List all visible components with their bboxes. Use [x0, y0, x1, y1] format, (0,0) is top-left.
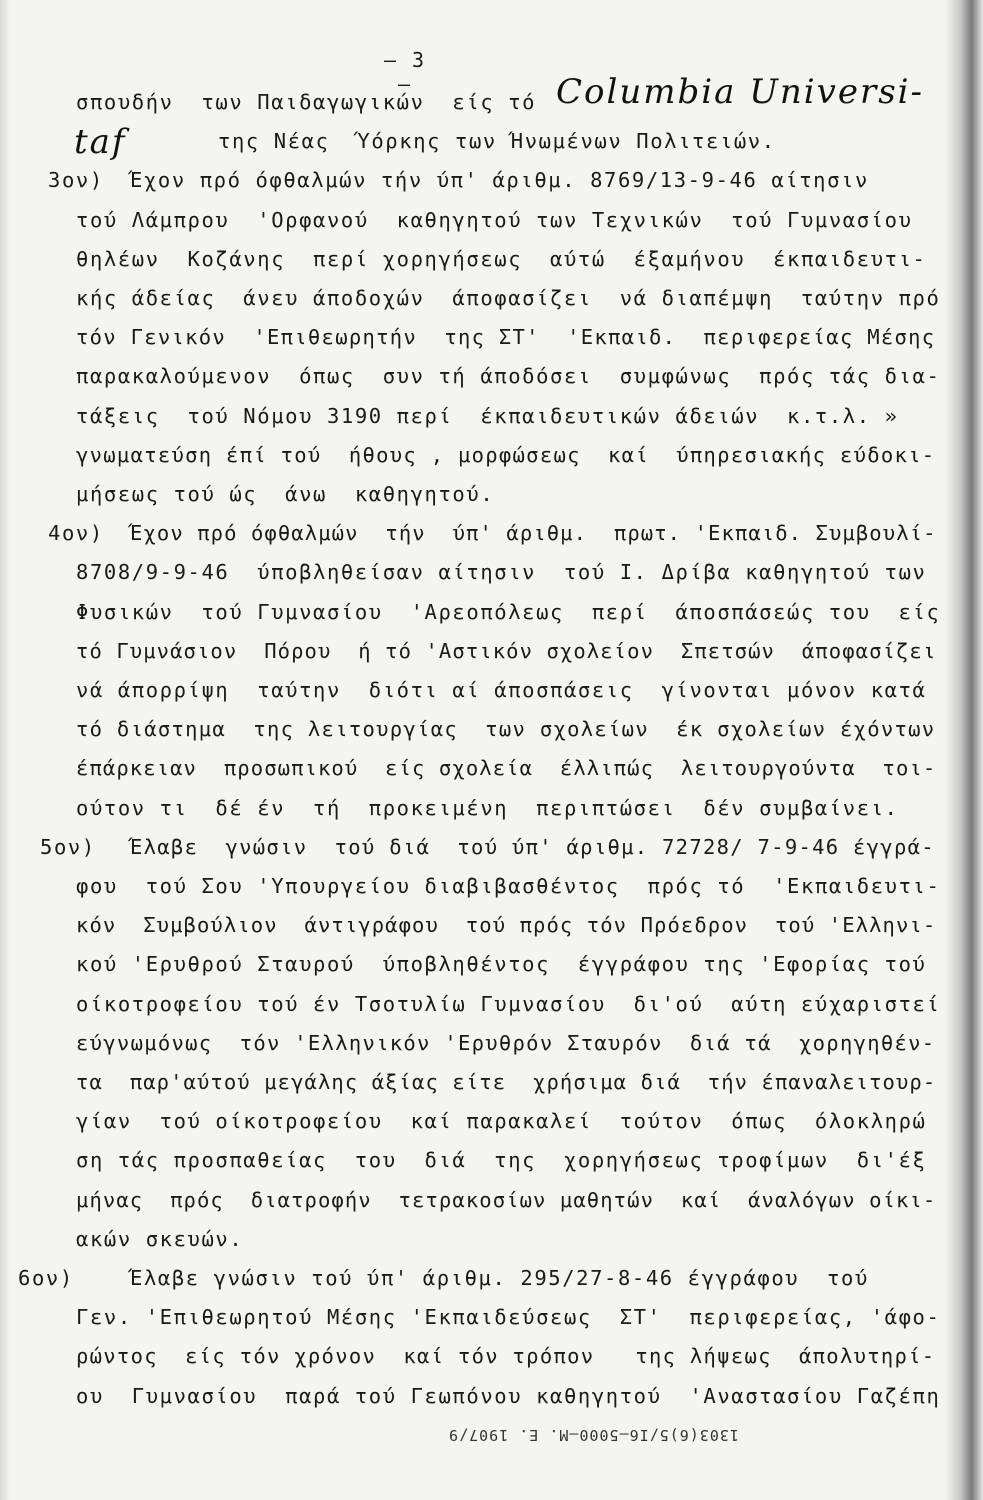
item-number: 6ον): [18, 1266, 74, 1290]
text-line: Έχον πρό όφθαλμών τήν ύπ' άριθμ. 8769/13-9-46 αίτησιν: [130, 168, 869, 193]
text-line: Έλαβε γνώσιν τού ύπ' άριθμ. 295/27-8-46 έγγράφου τού: [130, 1266, 869, 1290]
text-line: οίκοτροφείου τού έν Τσοτυλίω Γυμνασίου δι'ού αύτη εύχαριστεί: [76, 991, 941, 1016]
text-line: 8708/9-9-46 ύποβληθείσαν αίτησιν τού Ι. Δρίβα καθηγητού των: [76, 560, 927, 585]
binding-shadow: [0, 0, 10, 1500]
text-line: γίαν τού οίκοτροφείου καί παρακαλεί τούτον όπως όλοκληρώ: [76, 1109, 927, 1134]
text-line: τα παρ'αύτού μεγάλης άξίας είτε χρήσιμα διά τήν έπαναλειτουρ-: [76, 1070, 937, 1094]
text-line: ου Γυμνασίου παρά τού Γεωπόνου καθηγητού 'Αναστασίου Γαζέπη: [76, 1383, 941, 1408]
text-line: φου τού Σου 'Υπουργείου διαβιβασθέντος πρός τό 'Εκπαιδευτι-: [76, 874, 941, 898]
printer-footer: 1303(6)5/Ι6—5000—Μ. Ε. 1907/9: [448, 1426, 739, 1444]
text-line: τό Γυμνάσιον Πόρου ή τό 'Αστικόν σχολείον Σπετσών άποφασίζει: [76, 638, 937, 663]
text-line: Έλαβε γνώσιν τού διά τού ύπ' άριθμ. 72728/ 7-9-46 έγγρά-: [130, 834, 935, 859]
text-line: τού Λάμπρου 'Ορφανού καθηγητού των Τεχνικών τού Γυμνασίου: [76, 207, 913, 232]
text-line: εύγνωμόνως τόν 'Ελληνικόν 'Ερυθρόν Σταυρόν διά τά χορηγηθέν-: [76, 1030, 936, 1055]
text-line: ούτον τι δέ έν τή προκειμένη περιπτώσει δέν συμβαίνει.: [76, 795, 899, 820]
text-line: νά άπορρίψη ταύτην διότι αί άποσπάσεις γίνονται μόνον κατά: [76, 678, 927, 702]
text-line: κόν Συμβούλιον άντιγράφου τού πρός τόν Πρόεδρον τού 'Ελληνι-: [76, 913, 937, 938]
text-line: ακών σκευών.: [76, 1226, 244, 1251]
text-line: τόν Γενικόν 'Επιθεωρητήν της ΣΤ' 'Εκπαιδ. περιφερείας Μέσης: [76, 325, 936, 350]
text-line: παρακαλούμενον όπως συν τή άποδόσει συμφώνως πρός τάς δια-: [76, 364, 941, 389]
text-line: Φυσικών τού Γυμνασίου 'Αρεοπόλεως περί άποσπάσεώς του είς: [76, 599, 941, 624]
text-line: τάξεις τού Νόμου 3190 περί έκπαιδευτικών άδειών κ.τ.λ. »: [76, 403, 899, 428]
text-line: κής άδείας άνευ άποδοχών άποφασίζει νά διαπέμψη ταύτην πρό: [76, 286, 941, 310]
page-number: — 3 —: [383, 48, 427, 96]
text-line: μήσεως τού ώς άνω καθηγητού.: [76, 482, 495, 506]
text-line: γνωματεύση έπί τού ήθους , μορφώσεως καί ύπηρεσιακής εύδοκι-: [76, 442, 936, 467]
item-number: 5ον): [40, 834, 96, 859]
text-line: Γεν. 'Επιθεωρητού Μέσης 'Εκπαιδεύσεως ΣΤ' περιφερείας, 'άφο-: [76, 1305, 941, 1330]
text-line: σπουδήν των Παιδαγωγικών είς τό: [76, 90, 537, 114]
text-line: Έχον πρό όφθαλμών τήν ύπ' άριθμ. πρωτ. 'Εκπαιδ. Συμβουλί-: [130, 521, 937, 546]
page-edge-shadow: [945, 0, 983, 1500]
item-number: 3ον): [48, 168, 104, 193]
item-number: 4ον): [48, 521, 104, 546]
text-line: μήνας πρός διατροφήν τετρακοσίων μαθητών καί άναλόγων οίκι-: [76, 1187, 937, 1212]
text-line: ρώντος είς τόν χρόνον καί τόν τρόπον της λήψεως άπολυτηρί-: [76, 1344, 936, 1369]
text-line: της Νέας Ύόρκης των Ήνωμένων Πολιτειών.: [218, 129, 776, 154]
text-line: κού 'Ερυθρού Σταυρού ύποβληθέντος έγγράφου της 'Εφορίας τού: [76, 952, 927, 977]
handwritten-note-line-2: taf: [74, 122, 127, 162]
handwritten-note-line-1: Columbia Universi-: [556, 72, 925, 112]
text-line: τό διάστημα της λειτουργίας των σχολείων έκ σχολείων έχόντων: [76, 717, 936, 742]
text-line: ση τάς προσπαθείας του διά της χορηγήσεως τροφίμων δι'έξ: [76, 1148, 927, 1173]
text-line: έπάρκειαν προσωπικού είς σχολεία έλλιπώς λειτουργούντα τοι-: [76, 756, 937, 781]
text-line: θηλέων Κοζάνης περί χορηγήσεως αύτώ έξαμήνου έκπαιδευτι-: [76, 246, 927, 271]
